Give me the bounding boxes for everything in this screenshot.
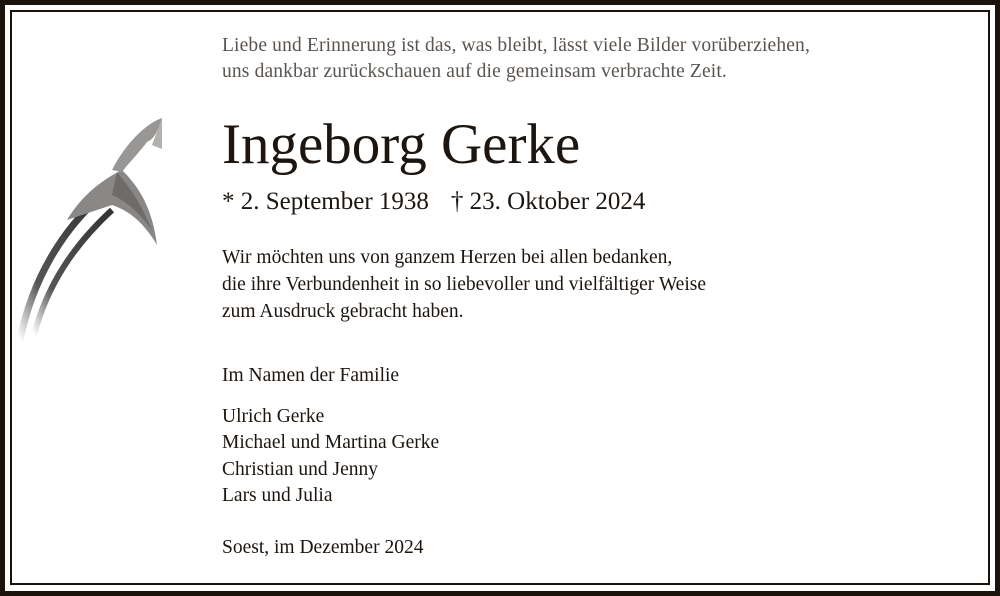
- mourner: Michael und Martina Gerke: [222, 432, 440, 454]
- place-date: Soest, im Dezember 2024: [222, 537, 424, 558]
- mourners-list: [222, 404, 439, 509]
- quote-line: uns dankbar zurückschauen auf die gemeinsam verbrachte Zeit.: [222, 61, 727, 82]
- message-line: Wir möchten uns von ganzem Herzen bei allen bedanken,: [222, 247, 673, 268]
- calla-lily-icon: [12, 110, 162, 350]
- memorial-quote: [222, 33, 810, 85]
- life-dates: [222, 186, 645, 218]
- mourner: Lars und Julia: [222, 484, 333, 506]
- death-date: † 23. Oktober 2024: [450, 188, 646, 215]
- message-line: die ihre Verbundenheit in so liebevoller und vielfältiger Weise: [222, 274, 706, 295]
- family-intro: Im Namen der Familie: [222, 365, 400, 386]
- mourner: Christian und Jenny: [222, 458, 378, 480]
- thank-you-message: [222, 244, 706, 325]
- birth-date: * 2. September 1938: [222, 188, 429, 215]
- deceased-name: Ingeborg Gerke: [222, 113, 581, 176]
- mourner: Ulrich Gerke: [222, 406, 325, 427]
- quote-line: Liebe und Erinnerung ist das, was bleibt, lässt viele Bilder vorüberziehen,: [222, 35, 810, 56]
- message-line: zum Ausdruck gebracht haben.: [222, 301, 464, 322]
